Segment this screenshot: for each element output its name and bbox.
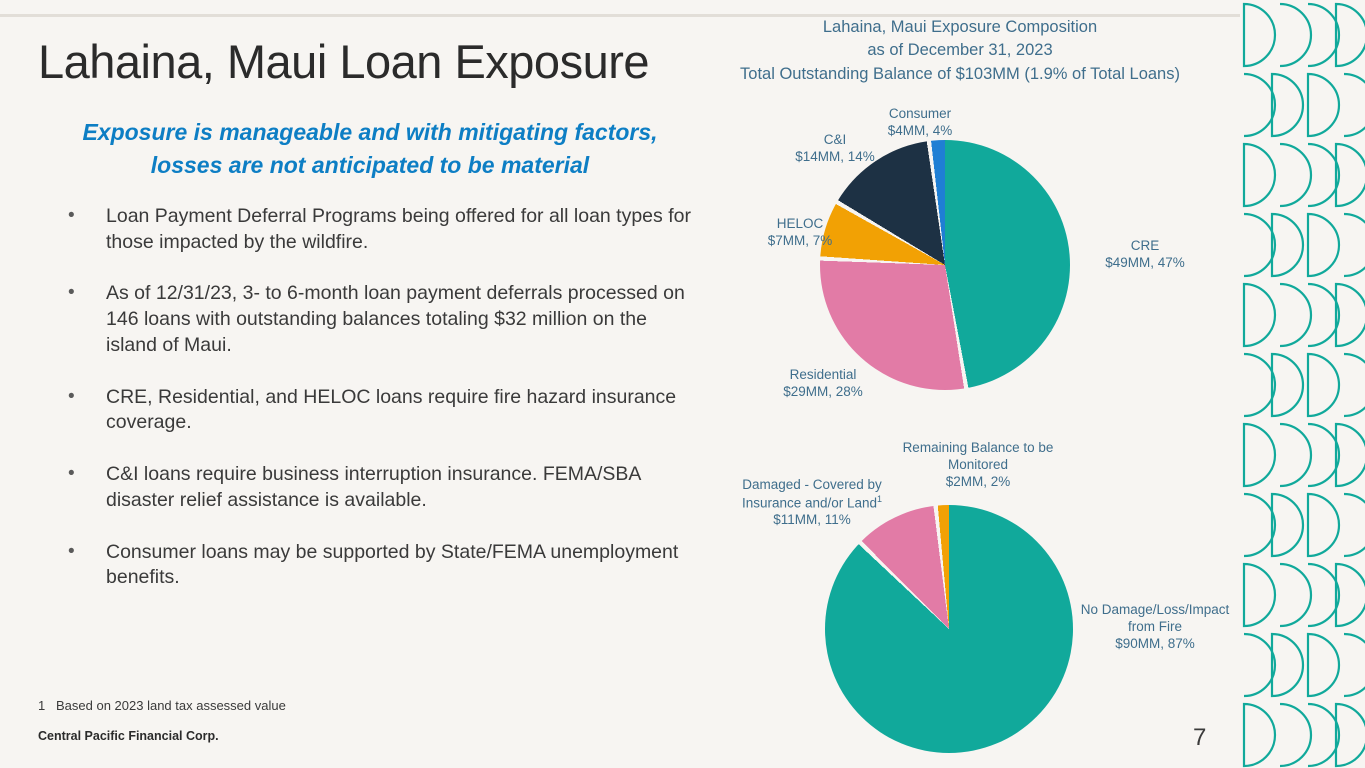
pie-2-label-remaining-name: Remaining Balance to be Monitored [902,440,1054,472]
chart-header-line1: Lahaina, Maui Exposure Composition [822,18,1098,36]
pie-2-label-remaining [888,440,1068,491]
decorative-arcs-svg [1240,0,1365,768]
pie-1-label-heloc-name: HELOC [776,216,824,231]
list-item: • Loan Payment Deferral Programs being offered for all loan types for those impacted by the wildfire. [52,204,692,255]
list-item: • Consumer loans may be supported by State/FEMA unemployment benefits. [52,540,692,591]
pie-1-label-cre [1075,238,1215,272]
pie-1-label-residential-name: Residential [789,367,857,382]
chart-column [690,0,1230,768]
pie-2-label-damaged-footnote: 1 [877,493,883,504]
page-title: Lahaina, Maui Loan Exposure [38,35,649,88]
pie-2-label-damaged-value: $11MM, 11% [773,512,851,528]
pie-1-slices [820,140,1070,390]
pie-2-label-nodamage [1075,602,1235,653]
footnote-number: 1 [38,698,46,713]
list-item: • As of 12/31/23, 3- to 6-month loan payment deferrals processed on 146 loans with outstanding balances totaling $32 million on the island of Maui. [52,281,692,358]
damage-status-pie [825,505,1073,753]
exposure-composition-pie [820,140,1070,390]
pie-1-label-heloc [735,216,865,250]
pie-2-slices [825,505,1073,753]
footnote-text: Based on 2023 land tax assessed value [56,698,286,713]
pie-2-label-damaged-name: Damaged - Covered by Insurance and/or Land$^1$ [741,477,883,511]
list-item: • CRE, Residential, and HELOC loans require fire hazard insurance coverage. [52,385,692,436]
bullet-list [52,204,692,617]
chart-header-line3: Total Outstanding Balance of $103MM (1.9% of Total Loans) [740,64,1180,83]
decorative-pattern [1240,0,1365,768]
pie-1-label-consumer-name: Consumer [888,106,952,121]
pie-1-label-consumer-value: $4MM, 4% [887,122,953,138]
page-number: 7 [1193,724,1207,751]
pie-1-label-heloc-value: $7MM, 7% [767,232,833,248]
footnote [38,698,286,713]
pie-1-label-residential-value: $29MM, 28% [783,383,863,399]
pie-2-label-nodamage-value: $90MM, 87% [1115,635,1195,651]
slide-subtitle: Exposure is manageable and with mitigating factors, losses are not anticipated to be material [82,119,658,179]
pie-1-label-ci-name: C&I [823,132,847,147]
list-item: • C&I loans require business interruption insurance. FEMA/SBA disaster relief assistance is available. [52,462,692,513]
company-name: Central Pacific Financial Corp. [38,729,219,743]
pie-2-label-damaged [712,477,912,529]
chart-header [690,16,1230,86]
pie-2-label-remaining-value: $2MM, 2% [945,473,1011,489]
pie-1-label-consumer [845,106,995,140]
pie-1-label-cre-value: $49MM, 47% [1105,254,1185,270]
pie-1-label-residential [748,367,898,401]
pie-1-label-ci-value: $14MM, 14% [795,148,875,164]
pie-2-label-nodamage-name: No Damage/Loss/Impact from Fire [1080,602,1230,634]
chart-header-line2: as of December 31, 2023 [867,41,1053,60]
pie-1-label-cre-name: CRE [1130,238,1160,253]
